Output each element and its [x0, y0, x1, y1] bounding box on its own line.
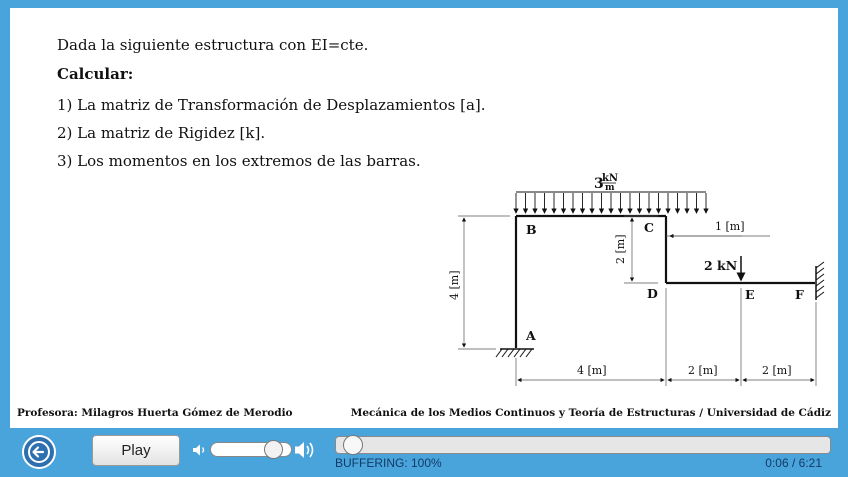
time-display: 0:06 / 6:21: [765, 456, 822, 470]
node-b: B: [526, 222, 537, 237]
volume-knob[interactable]: [264, 440, 283, 459]
calc-title: Calcular:: [57, 65, 134, 83]
footer-author: Profesora: Milagros Huerta Gómez de Merodio: [17, 407, 293, 419]
node-a: A: [526, 328, 536, 343]
seek-bar[interactable]: [335, 436, 831, 454]
fixed-support-f: [816, 262, 824, 300]
frame-members: [516, 216, 815, 348]
task-item-2: 2) La matriz de Rigidez [k].: [57, 124, 266, 142]
footer-course: Mecánica de los Medios Continuos y Teoría de Estructuras / Universidad de Cádiz: [350, 407, 831, 419]
dim-bottom-1: 4 [m]: [577, 364, 607, 377]
task-item-3: 3) Los momentos en los extremos de las barras.: [57, 152, 421, 170]
volume-up-icon[interactable]: [294, 439, 318, 461]
node-e: E: [745, 287, 755, 302]
back-button[interactable]: [22, 435, 56, 469]
point-load-label: 2 kN: [704, 258, 738, 273]
seek-knob[interactable]: [343, 435, 363, 455]
dimension-lines: [458, 216, 816, 386]
load-unit-num: kN: [602, 173, 619, 184]
structure-diagram: [10, 8, 838, 428]
dim-offset-c: 1 [m]: [715, 220, 745, 233]
node-c: C: [644, 220, 654, 235]
task-item-1: 1) La matriz de Transformación de Desplazamientos [a].: [57, 96, 486, 114]
load-unit-den: m: [605, 183, 615, 193]
node-f: F: [795, 287, 804, 302]
dim-bottom-3: 2 [m]: [762, 364, 792, 377]
intro-text: Dada la siguiente estructura con EI=cte.: [57, 36, 369, 54]
dim-bottom-2: 2 [m]: [688, 364, 718, 377]
load-value: 3: [594, 176, 604, 192]
back-arrow-icon: [24, 437, 54, 467]
buffering-status: BUFFERING: 100%: [335, 456, 442, 470]
dim-height-cd: 2 [m]: [614, 234, 627, 264]
volume-down-icon[interactable]: [192, 443, 208, 457]
fixed-support-a: [496, 349, 534, 357]
player-controls: [0, 430, 848, 477]
play-button[interactable]: Play: [92, 435, 180, 466]
slide: [10, 8, 838, 428]
distributed-load: [516, 192, 706, 213]
dim-height-ab: 4 [m]: [448, 270, 461, 300]
node-d: D: [647, 286, 658, 301]
